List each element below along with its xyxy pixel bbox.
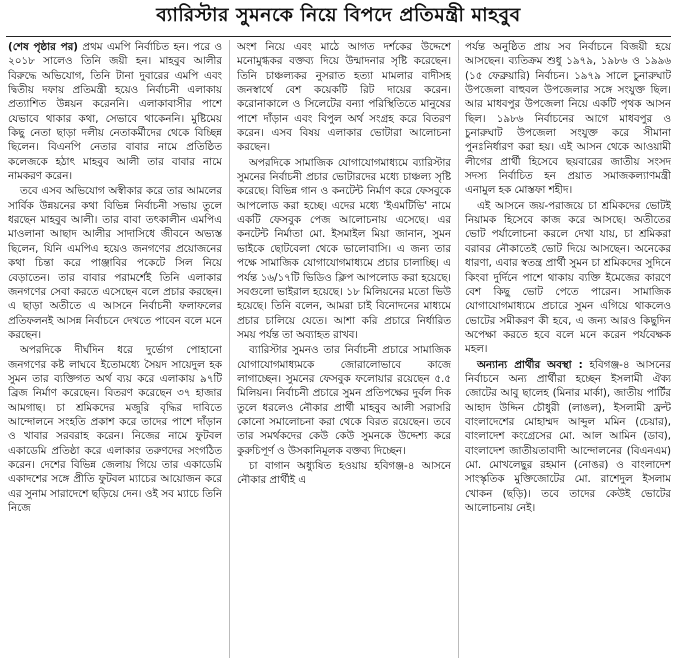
col2-paragraph-2: অপরদিকে সামাজিক যোগাযোগমাধ্যমে ব্যারিস্টার সুমনের নির্বাচনী প্রচার ভোটারদের মধ্যে চাঞ্চল্য সৃষ্টি করেছে। বিভিন্ন গান ও কনটেন্ট নির্মাণ করে ফেসবুকে আপলোড করা হচ্ছে। এদের মধ্যে 'ইএমটিভি' নামে একটি ফেসবুক পেজ আলোচনায় এসেছে। এর কনটেন্ট নির্মাতা মো. ইসমাইল মিয়া জানান, সুমন ভাইকে ছোটবেলা থেকে ভালোবাসি। এ জন্য তার পক্ষে সামাজিক যোগাযোগমাধ্যমে প্রচার চালাচ্ছি। এ পর্যন্ত ১৬/১৭টি ভিডিও ক্লিপ আপলোড করা হয়েছে। সবগুলো ভাইরাল হয়েছে। ১৮ মিলিয়নের মতো ভিউ হয়েছে। তিনি বলেন, আমরা চাই বিনোদনের মাধ্যমে প্রচার চালিয়ে যেতে। আশা করি প্রচারে নির্ধারিত সময় পর্যন্ত তা অব্যাহত রাখব। bbox=[237, 156, 451, 341]
continuation-tag: (শেষ পৃষ্ঠার পর) bbox=[8, 41, 78, 53]
col1-paragraph-1-text: প্রথম এমপি নির্বাচিত হন। পরে ও ২০১৮ সালেও তিনি জয়ী হন। মাহবুব আলীর বিরুদ্ধে অভিযোগ, তিনি টানা দুবারের এমপি এবং দ্বিতীয় দফায় প্রতিমন্ত্রী হয়েও নির্বাচনী এলাকায় প্রত্যাশিত উন্নয়ন করেননি। এলাকাবাসীর পাশে যেভাবে থাকার কথা, সেভাবে থাকেননি। মুষ্টিমেয় কিছু নেতা ছাড়া দলীয় নেতাকর্মীদের থেকে বিচ্ছিন্ন ছিলেন। বিএনপি নেতার বাবার নামে প্রতিষ্ঠিত কলেজকে হঠাৎ মাহবুব আলী তার বাবার নামে নামকরণ করেন। bbox=[8, 41, 222, 183]
col3-paragraph-3-text: হবিগঞ্জ-৪ আসনের নির্বাচনে অন্য প্রার্থীরা হচ্ছেন ইসলামী ঐক্য জোটের আবু ছালেহ (মিনার মার্কা), জাতীয় পার্টির আহাদ উদ্দিন চৌধুরী (লাঙল), ইসলামী ফ্রন্ট বাংলাদেশের মোহাম্মদ আব্দুল মমিন (চেয়ার), বাংলাদেশ কংগ্রেসের মো. আল আমিন (ডাব), বাংলাদেশ জাতীয়তাবাদী আন্দোলনের (বিএনএম) মো. মোখলেছুর রহমান (নোঙর) ও বাংলাদেশ সাংস্কৃতিক মুক্তিজোটের মো. রাশেদুল ইসলাম খোকন (ছড়ি)। তবে তাদের কেউই ভোটের আলোচনায় নেই। bbox=[465, 358, 671, 514]
column-1 bbox=[8, 40, 222, 660]
col3-paragraph-3 bbox=[465, 358, 671, 516]
col2-paragraph-3: ব্যারিস্টার সুমনও তার নির্বাচনী প্রচারে সামাজিক যোগাযোগমাধ্যমকে জোরালোভাবে কাজে লাগাচ্ছেন। সুমনের ফেসবুক ফলোয়ার রয়েছেন ৫.৫ মিলিয়ন। নির্বাচনী প্রচারে সুমন প্রতিপক্ষের দুর্বল দিক তুলে ধরলেও নৌকার প্রার্থী মাহবুব আলী সরাসরি কোনো সমালোচনা করা থেকে বিরত রয়েছেন। তবে তার সমর্থকদের কেউ কেউ সুমনকে উদ্দেশ্য করে কুরুচিপূর্ণ ও উসকানিমূলক বক্তব্য দিচ্ছেন। bbox=[237, 344, 451, 457]
col1-paragraph-2: তবে এসব অভিযোগ অস্বীকার করে তার আমলের সার্বিক উন্নয়নের কথা বিভিন্ন নির্বাচনী সভায় তুলে ধরছেন মাহবুব আলী। তার বাবা তৎকালীন এমপিএ মাওলানা আছাদ আলীর সাদাসিধে জীবনে অভ্যস্ত ছিলেন, যিনি এমপিএ হয়েও জনগণের প্রয়োজনের কথা চিন্তা করে পাঞ্জাবির পকেটে সিল নিয়ে বেড়াতেন। তার বাবার পরামর্শেই তিনি এলাকার জনগণের সেবা করতে এসেছেন বলে প্রচার করছেন। এ ছাড়া অতীতে এ আসনে নির্বাচনী ফলাফলের প্রতিফলনই আসন্ন নির্বাচনে দেখতে পাবেন বলে মনে করছেন। bbox=[8, 185, 222, 341]
col3-paragraph-1: পর্যন্ত অনুষ্ঠিত প্রায় সব নির্বাচনে বিজয়ী হয়ে আসছেন। ব্যতিক্রম শুধু ১৯৭৯, ১৯৮৬ ও ১৯৯৬ (১৫ ফেব্রুয়ারি) নির্বাচন। ১৯৭৯ সালে চুনারুঘাট উপজেলা বাহুবল উপজেলার সঙ্গে সংযুক্ত ছিল। আর মাধবপুর উপজেলা নিয়ে একটি পৃথক আসন ছিল। ১৯৮৬ নির্বাচনের আগে মাধবপুর ও চুনারুঘাট উপজেলা সংযুক্ত করে সীমানা পুনঃনির্ধারণ করা হয়। এই আসন থেকে আওয়ামী লীগের প্রার্থী হিসেবে ছয়বারের জাতীয় সংসদ সদস্য নির্বাচিত হন প্রয়াত সমাজকল্যাণমন্ত্রী এনামুল হক মোস্তফা শহীদ। bbox=[465, 41, 671, 197]
column-3 bbox=[465, 40, 671, 660]
subheading: অন্যান্য প্রার্থীর অবস্থা : bbox=[477, 358, 583, 371]
column-divider bbox=[458, 40, 459, 658]
headline: ব্যারিস্টার সুমনকে নিয়ে বিপদে প্রতিমন্ত্রী মাহবুব bbox=[156, 4, 521, 26]
headline-rule bbox=[6, 36, 671, 37]
col2-paragraph-4: চা বাগান অধ্যুষিত হওয়ায় হবিগঞ্জ-৪ আসনে নৌকার প্রার্থীই এ bbox=[237, 459, 451, 487]
col1-paragraph-3: অপরদিকে দীর্ঘদিন ধরে দুর্ভোগ পোহানো জনগণের কষ্ট লাঘবে ইতোমধ্যে সৈয়দ সায়েদুল হক সুমন তার ব্যক্তিগত অর্থ ব্যয় করে এলাকায় ৯৭টি ব্রিজ নির্মাণ করেছেন। বিতরণ করেছেন ৩৭ হাজার আমগাছ। চা শ্রমিকদের মজুরি বৃদ্ধির দাবিতে আন্দোলনে সংহতি প্রকাশ করে তাদের পাশে দাঁড়ান ও খাবার সরবরাহ করেন। নিজের নামে ফুটবল একাডেমি প্রতিষ্ঠা করে এলাকার তরুণদের সংগঠিত করেন। দেশের বিভিন্ন জেলায় গিয়ে তার একাডেমি একাদশের সঙ্গে প্রীতি ফুটবল ম্যাচের আয়োজন করে এর সুনাম সারাদেশে ছড়িয়ে দেন। ওই সব ম্যাচে তিনি নিজে bbox=[8, 344, 222, 514]
col2-paragraph-1: অংশ নিয়ে এবং মাঠে আগত দর্শকের উদ্দেশে মনোমুগ্ধকর বক্তব্য দিয়ে উন্মাদনার সৃষ্টি করেছেন। তিনি চাঞ্চল্যকর নুসরাত হত্যা মামলার বাদীসহ জনস্বার্থে বেশ কয়েকটি রিট দায়ের করেন। করোনাকালে ও সিলেটের বন্যা পরিস্থিতিতে মানুষের পাশে দাঁড়ান এবং বিপুল অর্থ সংগ্রহ করে বিতরণ করেন। এসব বিষয় এলাকার ভোটারা আলোচনা করছেন। bbox=[237, 41, 451, 154]
col1-paragraph-1 bbox=[8, 40, 222, 183]
column-2 bbox=[237, 40, 451, 660]
column-divider bbox=[229, 40, 230, 658]
col3-paragraph-2: এই আসনে জয়-পরাজয়ে চা শ্রমিকদের ভোটই নিয়ামক হিসেবে কাজ করে আসছে। অতীতের ভোট পর্যালোচনা করলে দেখা যায়, চা শ্রমিকরা বরাবর নৌকাতেই ভোট দিয়ে আসছেন। অনেকের ধারণা, এবার স্বতন্ত্র প্রার্থী সুমন চা শ্রমিকদের সুদিনে কিংবা দুর্দিনে পাশে থাকায় ব্যক্তি ইমেজের কারণে বেশ কিছু ভোট পেতে পারেন। সামাজিক যোগাযোগমাধ্যমে প্রচারে সুমন এগিয়ে থাকলেও ভোটের সমীকরণ কী হবে, এ জন্য আরও কিছুদিন অপেক্ষা করতে হবে বলে মনে করেন পর্যবেক্ষক মহল। bbox=[465, 199, 671, 356]
